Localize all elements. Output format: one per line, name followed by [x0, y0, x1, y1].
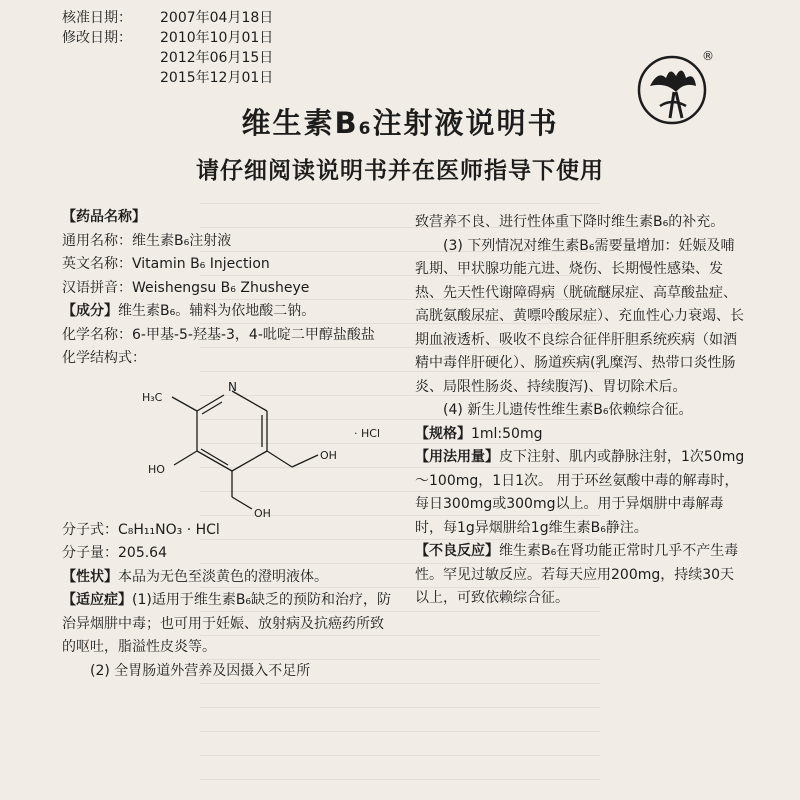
indication-1: (1)适用于维生素B₆缺乏的预防和治疗，防治异烟肼中毒；也可用于妊娠、放射病及抗癌药所致的呕吐，脂溢性皮炎等。 [62, 592, 392, 655]
document-subtitle: 请仔细阅读说明书并在医师指导下使用 [196, 158, 604, 184]
hydroxymethyl-label-1: OH [320, 448, 337, 462]
approval-date-label: 核准日期： [62, 10, 132, 26]
adverse-header: 【不良反应】 [415, 543, 499, 559]
generic-name: 通用名称：维生素B₆注射液 [62, 232, 232, 249]
spec-header: 【规格】 [415, 425, 471, 442]
hydroxyl-label: HO [148, 462, 165, 476]
composition-section [62, 300, 392, 324]
chemical-name: 化学名称：6-甲基-5-羟基-3，4-吡啶二甲醇盐酸盐 [62, 326, 375, 343]
spec-section [415, 423, 747, 447]
methyl-label: H₃C [142, 390, 163, 404]
indication-section [62, 589, 392, 660]
left-column [62, 206, 392, 683]
property-header: 【性状】 [62, 568, 118, 585]
pinyin-name: 汉语拼音：Weishengsu B₆ Zhusheye [62, 279, 310, 296]
structure-diagram-icon [62, 371, 392, 519]
composition-header: 【成分】 [62, 303, 118, 319]
approval-date: 2007年04月18日 [160, 10, 274, 26]
usage-header: 【用法用量】 [415, 449, 499, 465]
document-title [0, 101, 800, 142]
indication-3: (3) 下列情况对维生素B₆需要量增加：妊娠及哺乳期、甲状腺功能亢进、烧伤、长期慢性感染、发热、先天性代谢障碍病（胱硫醚尿症、高草酸盐症、高胱氨酸尿症、黄嘌呤酸尿症）、充血性心力衰竭、长期血液透析、吸收不良综合征伴肝胆系统疾病（如酒精中毒伴肝硬化）、肠道疾病(乳糜泻、热带口炎性肠炎、局限性肠炎、持续腹泻)、胃切除术后。 [415, 237, 744, 395]
revision-date-3: 2015年12月01日 [160, 70, 274, 86]
atom-n-label: N [228, 379, 237, 394]
registered-mark: ® [702, 49, 714, 63]
spec-text: 1ml:50mg [471, 425, 543, 442]
title-main: 维生素B [241, 106, 359, 140]
molecular-formula: 分子式：C₈H₁₁NO₃ · HCl [62, 521, 220, 538]
revision-date-2: 2012年06月15日 [160, 50, 274, 66]
hydroxymethyl-label-2: OH [254, 506, 271, 519]
property-text: 本品为无色至淡黄色的澄明液体。 [118, 568, 328, 585]
indication-2-continued: 致营养不良、进行性体重下降时维生素B₆的补充。 [415, 214, 725, 230]
revision-date-row [62, 48, 273, 68]
title-subscript: 6 [358, 119, 373, 139]
indication-header: 【适应症】 [62, 592, 132, 608]
revision-date-label: 修改日期： [62, 30, 132, 46]
usage-text: 皮下注射、肌内或静脉注射，1次50mg～100mg，1日1次。 用于环丝氨酸中毒的解毒时， 每日300mg或300mg以上。用于异烟肼中毒解毒时，每1g异烟肼给1g维生素B₆静注。 [415, 449, 745, 536]
molecular-weight: 分子量：205.64 [62, 545, 167, 561]
hcl-label: · HCl [354, 426, 381, 440]
chemical-structure [62, 371, 392, 581]
english-name: 英文名称：Vitamin B₆ Injection [62, 256, 270, 272]
revision-date-row [62, 28, 273, 48]
usage-section [415, 446, 747, 540]
composition-text: 维生素B₆。辅料为依地酸二钠。 [118, 303, 316, 319]
adverse-section [415, 540, 747, 611]
revision-date-1: 2010年10月01日 [160, 30, 274, 46]
indication-2: (2) 全胃肠道外营养及因摄入不足所 [90, 662, 311, 679]
adverse-text: 维生素B₆在肾功能正常时几乎不产生毒性。罕见过敏反应。若每天应用200mg，持续30天以上，可致依赖综合征。 [415, 543, 739, 606]
approval-date-row [62, 8, 273, 28]
structure-label: 化学结构式： [62, 350, 146, 366]
title-rest: 注射液说明书 [372, 106, 559, 140]
drug-name-header: 【药品名称】 [62, 209, 146, 225]
revision-date-row [62, 68, 273, 88]
indication-4: (4) 新生儿遗传性维生素B₆依赖综合征。 [443, 402, 693, 418]
right-column [415, 211, 747, 611]
date-block [62, 8, 273, 88]
